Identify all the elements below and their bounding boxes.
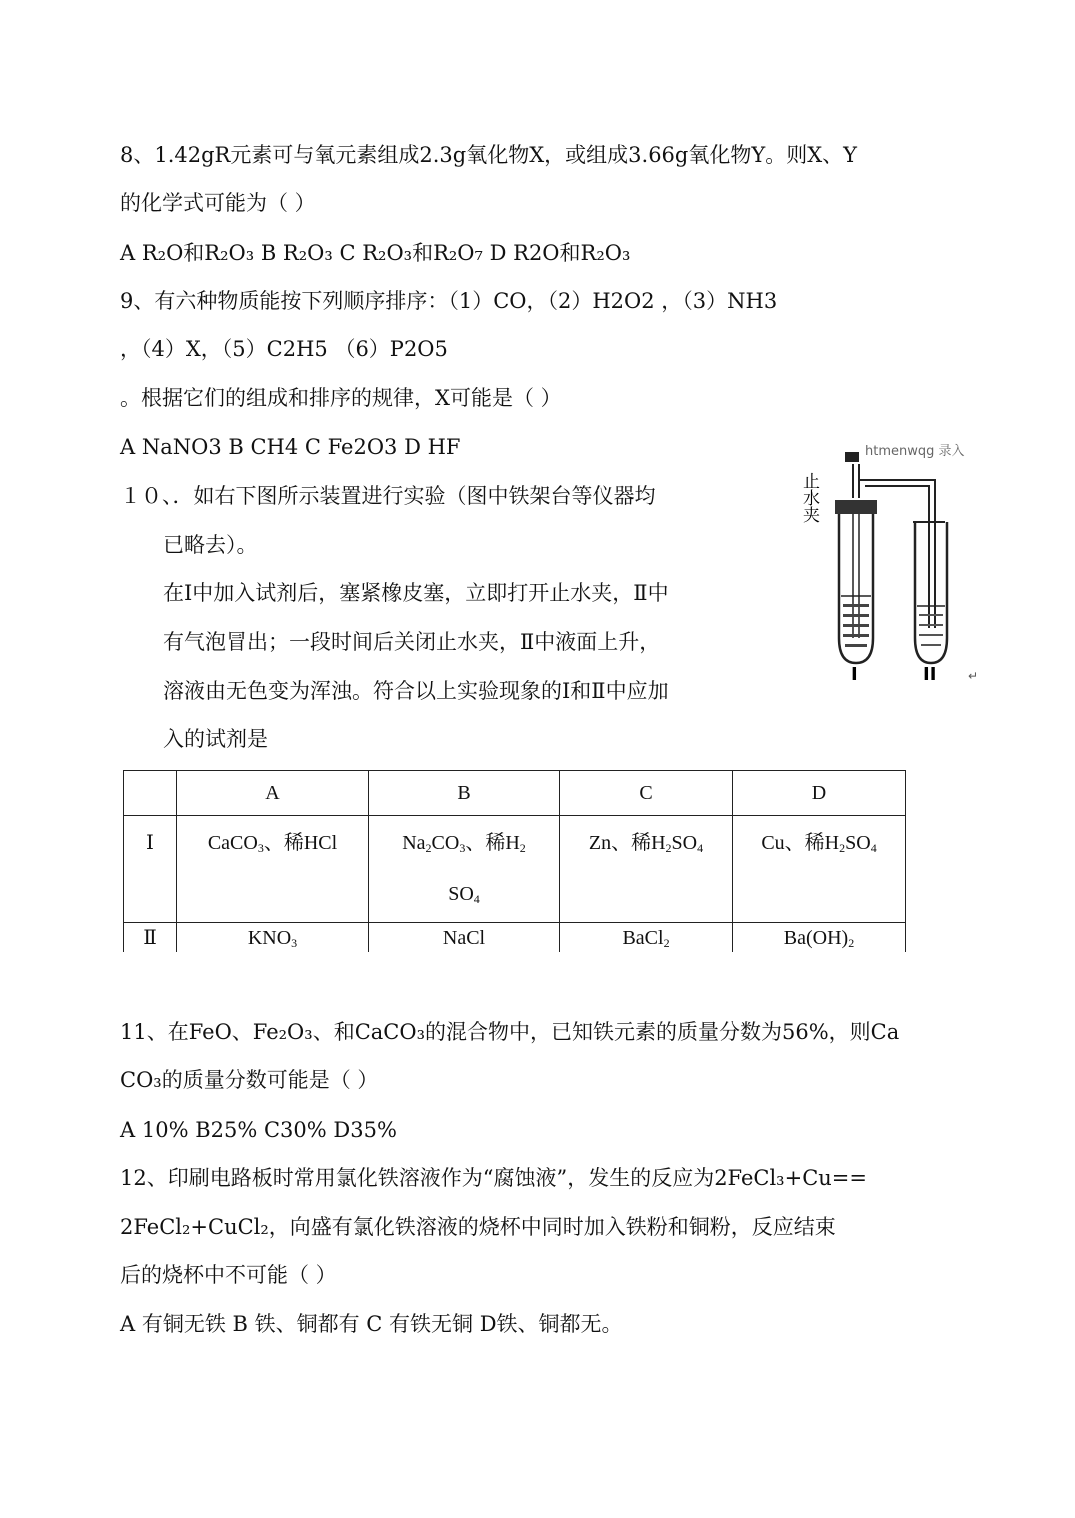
svg-text:↵: ↵ <box>968 669 979 683</box>
q10-line2: 已略去）。 <box>163 533 258 557</box>
table-row <box>124 923 906 953</box>
cell-i-a: CaCO$_3$、稀HCl <box>177 816 369 923</box>
table-header-row <box>124 771 906 816</box>
reagent-table <box>123 770 906 952</box>
q9-line1: 9、有六种物质能按下列顺序排序：（1）CO，（2）H2O2 ，（3）NH3 <box>120 289 778 313</box>
q10-line4: 有气泡冒出；一段时间后关闭止水夹，Ⅱ中液面上升， <box>163 630 661 654</box>
q9-options: A NaNO3 B CH4 C Fe2O3 D HF <box>120 435 461 459</box>
q8-line1: 8、1.42gR元素可与氧元素组成2.3g氧化物X，或组成3.66g氧化物Y。则X、Y <box>120 143 858 167</box>
tube-i-label: I <box>851 664 858 685</box>
cell-ii-c: BaCl$_2$ <box>622 927 670 950</box>
table-header-a: A <box>177 771 369 816</box>
q12-line1: 12、印刷电路板时常用氯化铁溶液作为“腐蚀液”，发生的反应为2FeCl₃+Cu== <box>120 1166 867 1190</box>
stopper-icon <box>835 500 877 514</box>
table-header-d: D <box>733 771 906 816</box>
clamp-label: 止水夹 <box>799 472 819 523</box>
q10-line6: 入的试剂是 <box>163 727 268 751</box>
cell-ii-a: $KNO_3$ <box>247 927 298 950</box>
cell-i-d: Cu、稀$H_2SO_4$ <box>733 816 906 923</box>
q12-options: A 有铜无铁 B 铁、铜都有 C 有铁无铜 D铁、铜都无。 <box>120 1312 623 1336</box>
q10-line5: 溶液由无色变为浑浊。符合以上实验现象的Ⅰ和Ⅱ中应加 <box>163 679 669 703</box>
q12-line3: 后的烧杯中不可能（ ） <box>120 1263 337 1287</box>
q11-line2: CO₃的质量分数可能是（ ） <box>120 1068 379 1092</box>
q8-options: A R₂O和R₂O₃ B R₂O₃ C R₂O₃和R₂O₇ D R2O和R₂O₃ <box>120 241 631 265</box>
q10-line3: 在Ⅰ中加入试剂后，塞紧橡皮塞，立即打开止水夹，Ⅱ中 <box>163 581 669 605</box>
cell-i-b: $Na_2CO_3$、稀$H_2$ $SO_4$ <box>369 816 560 923</box>
test-tube-ii <box>915 522 947 663</box>
q11-options: A 10% B25% C30% D35% <box>120 1118 397 1142</box>
clamp-icon <box>845 452 859 462</box>
q9-line2: ，（4）X，（5）C2H5 （6）P2O5 <box>120 337 448 361</box>
table-header-c: C <box>560 771 733 816</box>
row-label-i: Ⅰ <box>124 816 177 923</box>
test-tube-i <box>839 514 873 663</box>
q9-line3: 。根据它们的组成和排序的规律，X可能是（ ） <box>120 386 562 410</box>
row-label-ii: Ⅱ <box>143 927 157 949</box>
tube-ii-label: II <box>923 664 937 685</box>
q11-line1: 11、在FeO、Fe₂O₃、和CaCO₃的混合物中，已知铁元素的质量分数为56%，则Ca <box>120 1020 900 1044</box>
apparatus-figure <box>795 428 985 688</box>
cell-ii-d: $Ba(OH)_2$ <box>783 927 855 950</box>
cell-ii-b: NaCl <box>442 927 486 949</box>
table-header-b: B <box>369 771 560 816</box>
table-header-empty <box>124 771 177 816</box>
q10-line1: １０、．如右下图所示装置进行实验（图中铁架台等仪器均 <box>120 484 656 508</box>
q8-line2: 的化学式可能为（ ） <box>120 191 316 215</box>
table-row <box>124 816 906 923</box>
cell-i-c: Zn、稀$H_2SO_4$ <box>560 816 733 923</box>
q12-line2: 2FeCl₂+CuCl₂，向盛有氯化铁溶液的烧杯中同时加入铁粉和铜粉，反应结束 <box>120 1215 836 1239</box>
watermark-text: htmenwqg 录入 <box>865 444 965 459</box>
